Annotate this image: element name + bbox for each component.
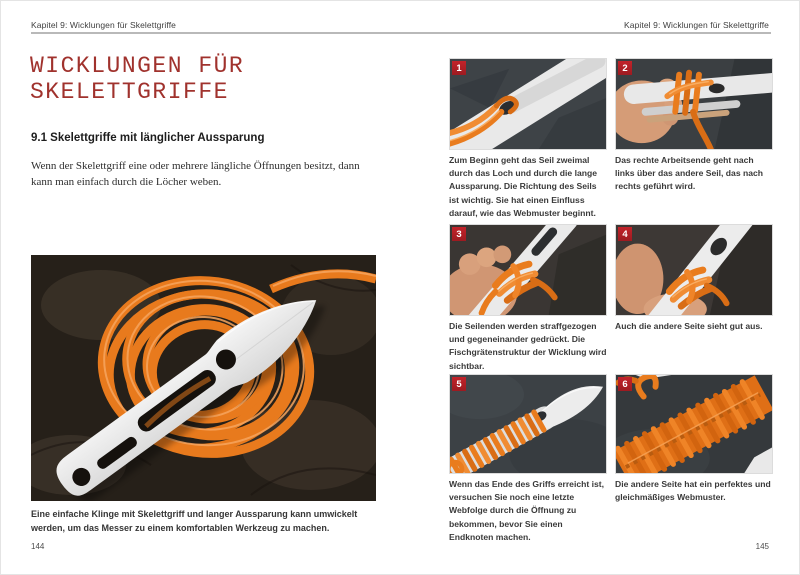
step-1-illustration-cord-through-hole xyxy=(450,59,606,149)
step-5-illustration-fully-wrapped-knife xyxy=(450,375,606,473)
step-number-badge: 1 xyxy=(452,61,466,75)
step-number-badge: 2 xyxy=(618,61,632,75)
step-2 xyxy=(615,58,773,194)
page-number-left: 144 xyxy=(31,542,45,551)
step-number-badge: 6 xyxy=(618,377,632,391)
step-3-illustration-tightened-knot xyxy=(450,225,606,315)
page-number-right: 145 xyxy=(755,542,769,551)
running-header-right: Kapitel 9: Wicklungen für Skelettgriffe xyxy=(623,20,769,30)
step-5-photo xyxy=(449,374,607,474)
main-photo-knife-with-coiled-paracord xyxy=(31,255,376,501)
step-6 xyxy=(615,374,773,504)
step-5-caption: Wenn das Ende des Griffs erreicht ist, versuchen Sie noch eine letzte Webfolge durch die Öffnung zu bekommen, bevor Sie einen Endknoten machen. xyxy=(449,479,605,542)
step-1-caption: Zum Beginn geht das Seil zweimal durch das Loch und durch die lange Aussparung. Die Richtung des Seils ist wichtig. Sie hat einen Einfluss darauf, wie das Webmuster beginnt. xyxy=(449,155,598,218)
step-2-caption: Das rechte Arbeitsende geht nach links über das andere Seil, das nach rechts geführt wird. xyxy=(615,155,764,192)
header-rule xyxy=(31,32,771,34)
step-5 xyxy=(449,374,607,544)
chapter-title xyxy=(30,53,244,105)
step-number-badge: 3 xyxy=(452,227,466,241)
step-4-illustration-other-side-knot xyxy=(616,225,772,315)
step-2-illustration-crossing-cords xyxy=(616,59,772,149)
main-photo-illustration xyxy=(31,255,376,501)
step-6-illustration-herringbone-weave xyxy=(616,375,772,473)
chapter-title-line1: WICKLUNGEN FÜR xyxy=(30,53,245,79)
step-number-badge: 4 xyxy=(618,227,632,241)
step-6-caption: Die andere Seite hat ein perfektes und gleichmäßiges Webmuster. xyxy=(615,479,771,503)
step-number-badge: 5 xyxy=(452,377,466,391)
step-4-caption: Auch die andere Seite sieht gut aus. xyxy=(615,321,763,331)
chapter-title-line2: SKELETTGRIFFE xyxy=(30,79,229,105)
step-3 xyxy=(449,224,607,373)
section-heading: 9.1 Skelettgriffe mit länglicher Aussparung xyxy=(31,132,265,144)
body-paragraph: Wenn der Skelettgriff eine oder mehrere längliche Öffnungen besitzt, dann kann man einfach durch die Löcher weben. xyxy=(31,160,360,188)
step-2-photo xyxy=(615,58,773,150)
step-3-caption: Die Seilenden werden straffgezogen und gegeneinander gedrückt. Die Fischgrätenstruktur der Wicklung wird sichtbar. xyxy=(449,321,607,371)
main-photo-caption: Eine einfache Klinge mit Skelettgriff und langer Aussparung kann umwickelt werden, um das Messer zu einem komfortablen Werkzeug zu machen. xyxy=(31,509,358,533)
step-1-photo xyxy=(449,58,607,150)
step-4 xyxy=(615,224,773,333)
step-3-photo xyxy=(449,224,607,316)
step-4-photo xyxy=(615,224,773,316)
step-6-photo xyxy=(615,374,773,474)
step-1 xyxy=(449,58,607,220)
running-header-left: Kapitel 9: Wicklungen für Skelettgriffe xyxy=(31,20,177,30)
